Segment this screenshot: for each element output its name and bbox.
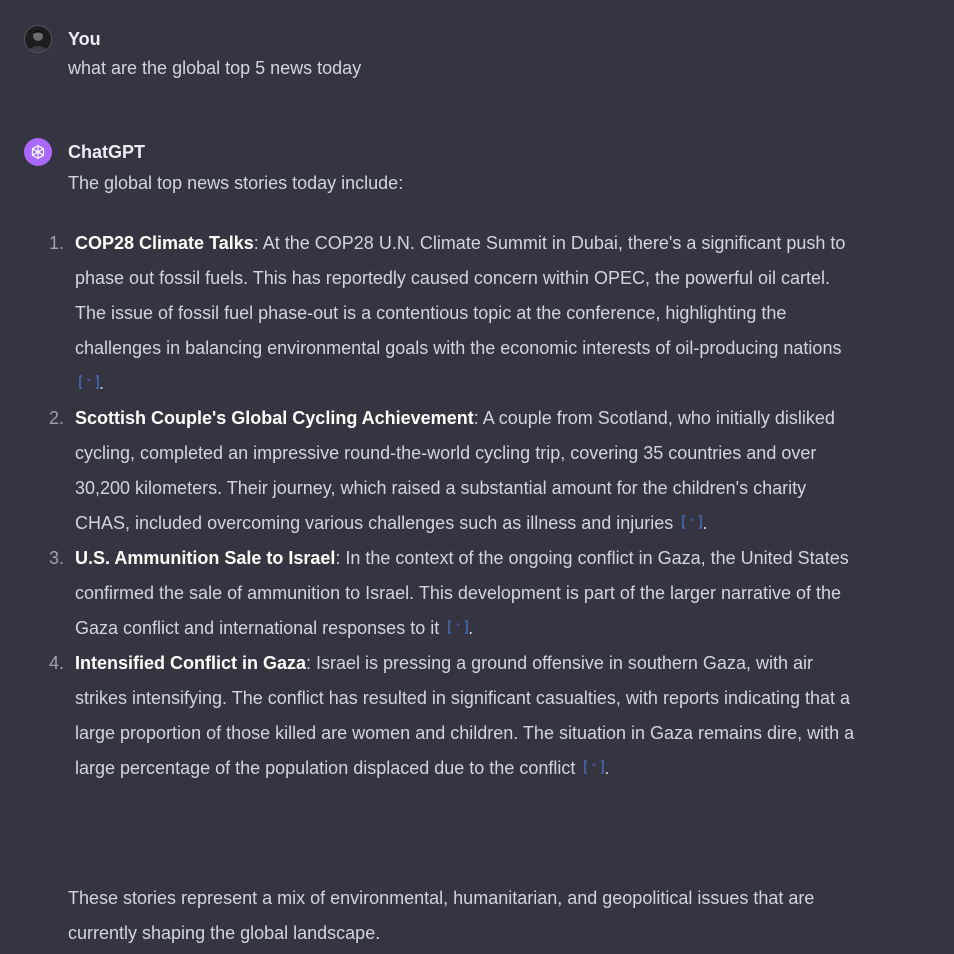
list-item-body: : In the context of the ongoing conflict in Gaza, the United States confirmed the sale of ammunition to Israel. This development is part of the larger narrative of the Gaza conflict and international responses to it (75, 548, 849, 638)
assistant-avatar (24, 138, 52, 166)
assistant-intro-text: The global top news stories today include: (68, 173, 404, 193)
user-avatar (24, 25, 52, 53)
list-item-number: 4. (49, 653, 65, 673)
quote-citation-icon[interactable] (682, 515, 702, 529)
list-item (0, 401, 865, 541)
quote-citation-icon[interactable] (448, 620, 468, 634)
openai-logo-icon (29, 143, 47, 161)
assistant-outro-text: These stories represent a mix of environmental, humanitarian, and geopolitical issues that are currently shaping the global landscape. (68, 888, 815, 943)
list-item-body: : Israel is pressing a ground offensive in southern Gaza, with air strikes intensifying. The conflict has resulted in significant casualties, with reports indicating that a large proportion of those killed are women and children. The situation in Gaza remains dire, with a large percentage of the population displaced due to the conflict (75, 653, 855, 778)
list-item-body: : At the COP28 U.N. Climate Summit in Dubai, there's a significant push to phase out fossil fuels. This has reportedly caused concern within OPEC, the powerful oil cartel. The issue of fossil fuel phase-out is a contentious topic at the conference, highlighting the challenges in balancing environmental goals with the economic interests of oil-producing nations (75, 233, 846, 358)
list-item-end: . (468, 618, 474, 638)
quote-citation-icon[interactable] (584, 760, 604, 774)
list-item (0, 541, 865, 646)
list-item-body: : A couple from Scotland, who initially disliked cycling, completed an impressive round-the-world cycling trip, covering 35 countries and over 30,200 kilometers. Their journey, which raised a substantial amount for the children's charity CHAS, included overcoming various challenges such as illness and injuries (75, 408, 835, 533)
news-list (0, 226, 954, 786)
list-item-number: 2. (49, 408, 65, 428)
list-item (0, 646, 865, 786)
quote-citation-icon[interactable] (79, 375, 99, 389)
list-item-headline: COP28 Climate Talks (75, 233, 254, 253)
list-item (0, 226, 865, 401)
list-item-end: . (99, 373, 105, 393)
list-item-headline: Intensified Conflict in Gaza (75, 653, 307, 673)
svg-text:": " (86, 378, 92, 389)
user-message-text: what are the global top 5 news today (68, 58, 362, 78)
user-avatar-photo-icon (25, 26, 51, 52)
svg-text:": " (592, 763, 597, 774)
list-item-headline: Scottish Couple's Global Cycling Achievement (75, 408, 474, 428)
list-item-end: . (702, 513, 708, 533)
assistant-sender-name: ChatGPT (68, 142, 146, 162)
user-sender-name: You (68, 29, 101, 49)
list-item-headline: U.S. Ammunition Sale to Israel (75, 548, 336, 568)
list-item-number: 1. (49, 233, 65, 253)
svg-text:": " (456, 623, 461, 634)
list-item-end: . (604, 758, 610, 778)
svg-text:": " (690, 518, 695, 529)
list-item-number: 3. (49, 548, 65, 568)
